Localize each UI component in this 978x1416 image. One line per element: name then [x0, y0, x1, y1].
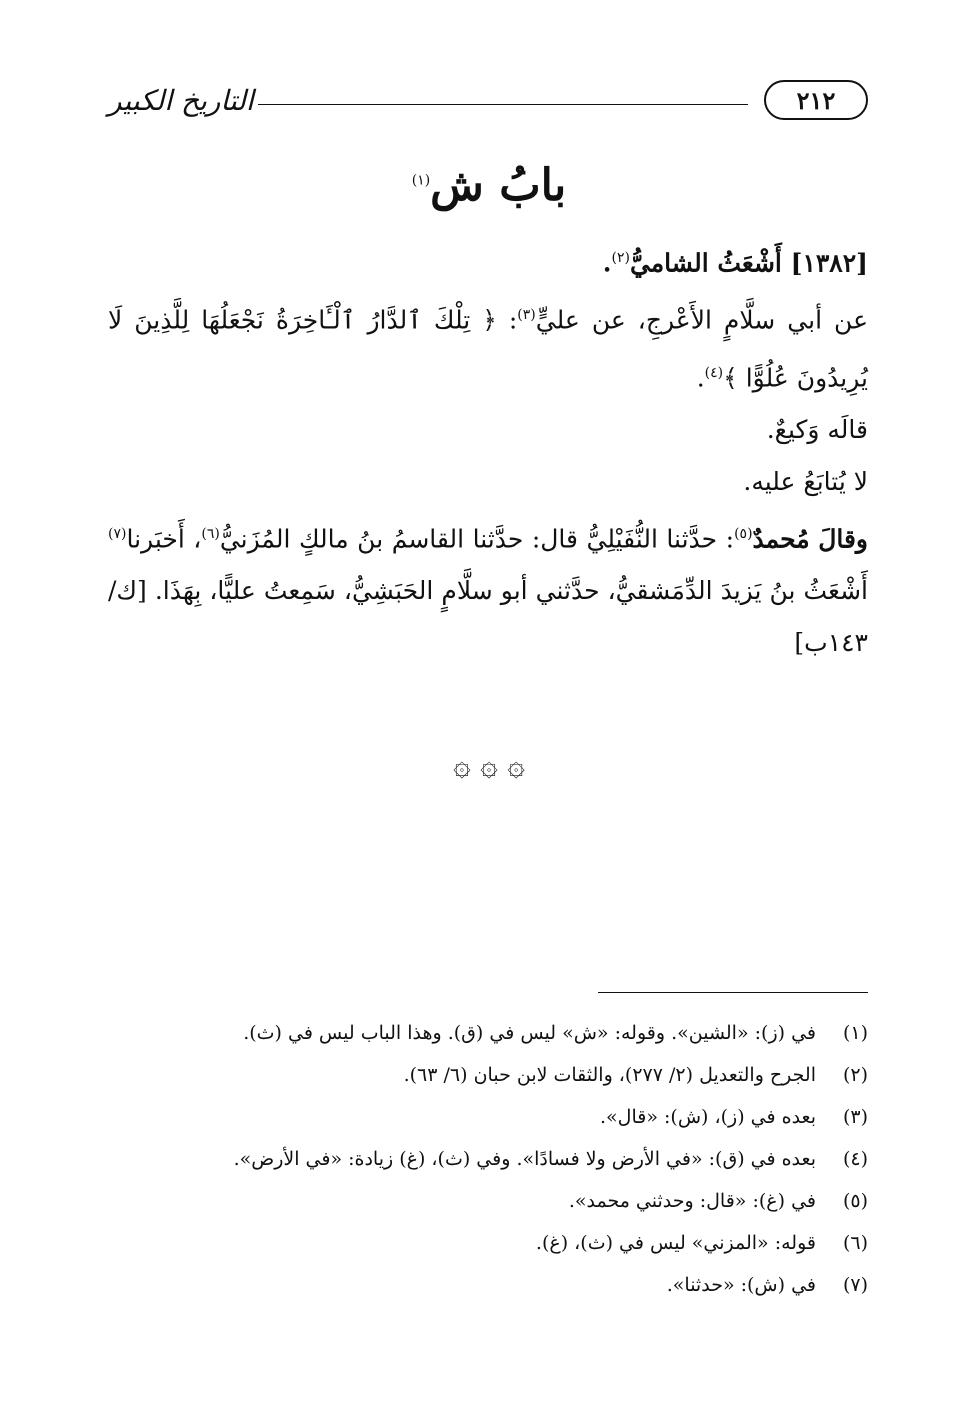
footnote-ref: (٥) — [734, 525, 753, 542]
footnote-number: (٤) — [842, 1148, 868, 1170]
footnote — [108, 1222, 868, 1264]
entry-heading — [108, 232, 868, 289]
paragraph-4 — [108, 508, 868, 669]
footnote-number: (١) — [842, 1022, 868, 1044]
paragraph-3: لا يُتابَعُ عليه. — [743, 466, 868, 496]
footnote-ref: (٤) — [704, 364, 724, 381]
page-number-text: ٢١٢ — [796, 85, 836, 115]
footnote-number: (٣) — [842, 1106, 868, 1128]
footnote-rule — [598, 992, 868, 993]
text-span: أَشْعَثُ بنُ يَزيدَ الدِّمَشقيُّ، حدَّثني أبو سلَّامٍ الحَبَشِيُّ، سَمِعتُ عليًّا، بِهَذَا. [ك/ ١٤٣ب] — [108, 576, 868, 658]
header-rule — [258, 104, 748, 105]
footnote-text: قوله: «المزني» ليس في (ث)، (غ). — [535, 1232, 816, 1254]
chapter-heading — [0, 160, 978, 211]
footnote-number: (٢) — [842, 1064, 868, 1086]
main-text — [108, 232, 868, 669]
footnote-text: بعده في (ز)، (ش): «قال». — [600, 1106, 816, 1128]
footnote — [108, 1012, 868, 1054]
footnotes — [108, 1012, 868, 1306]
paragraph-1 — [108, 289, 868, 404]
footnote — [108, 1054, 868, 1096]
punctuation: . — [602, 248, 612, 278]
footnote-ref: (١) — [411, 172, 431, 189]
footnote-text: بعده في (ق): «في الأرض ولا فسادًا». وفي (ث)، (غ) زيادة: «في الأرض». — [233, 1148, 816, 1170]
footnote-number: (٧) — [842, 1274, 868, 1296]
page-number — [764, 80, 868, 120]
text-span: : حدَّثنا النُّفَيْلِيُّ قال: حدَّثنا القاسمُ بنُ مالكٍ المُزَنيُّ — [219, 524, 735, 554]
footnote-ref: (٣) — [517, 307, 536, 324]
footnote-text: الجرح والتعديل (٢/ ٢٧٧)، والثقات لابن حبان (٦/ ٦٣). — [403, 1064, 816, 1086]
footnote-text: في (ز): «الشين». وقوله: «ش» ليس في (ق). وهذا الباب ليس في (ث). — [243, 1022, 816, 1044]
narrator-name: مُحمدٌ — [752, 524, 810, 554]
punctuation: . — [696, 362, 705, 392]
book-title: التاريخ الكبير — [108, 84, 254, 117]
footnote-text: في (ش): «حدثنا». — [666, 1274, 816, 1296]
footnote-text: في (غ): «قال: وحدثني محمد». — [568, 1190, 816, 1212]
footnote — [108, 1138, 868, 1180]
footnote-ref: (٢) — [611, 250, 630, 266]
paragraph-2: قالَه وَكيعٌ. — [766, 414, 868, 444]
footnote — [108, 1096, 868, 1138]
footnote-ref: (٧) — [108, 525, 127, 542]
text-span: ، أَخبَرنا — [126, 524, 202, 554]
chapter-title-text: بابُ ش — [430, 160, 567, 211]
footnote-number: (٦) — [842, 1232, 868, 1254]
text-span: عن أبي سلَّامٍ الأَعْرجِ، عن عليٍّ — [535, 305, 868, 335]
entry-number: [١٣٨٢] — [790, 248, 868, 278]
footnote — [108, 1264, 868, 1306]
section-ornament: ۞ ۞ ۞ — [453, 748, 525, 783]
text-span: وقالَ — [818, 524, 868, 554]
quran-quote: : ﴿ تِلْكَ ٱلدَّارُ ٱلْـَٔاخِرَةُ نَجْعَلُهَا لِلَّذِينَ لَا يُرِيدُونَ عُلُوًّا ﴾ — [108, 305, 868, 392]
running-header — [108, 78, 868, 134]
footnote-number: (٥) — [842, 1190, 868, 1212]
footnote-ref: (٦) — [201, 525, 220, 542]
footnote — [108, 1180, 868, 1222]
entry-name: أَشْعَثُ الشاميُّ — [629, 248, 782, 278]
